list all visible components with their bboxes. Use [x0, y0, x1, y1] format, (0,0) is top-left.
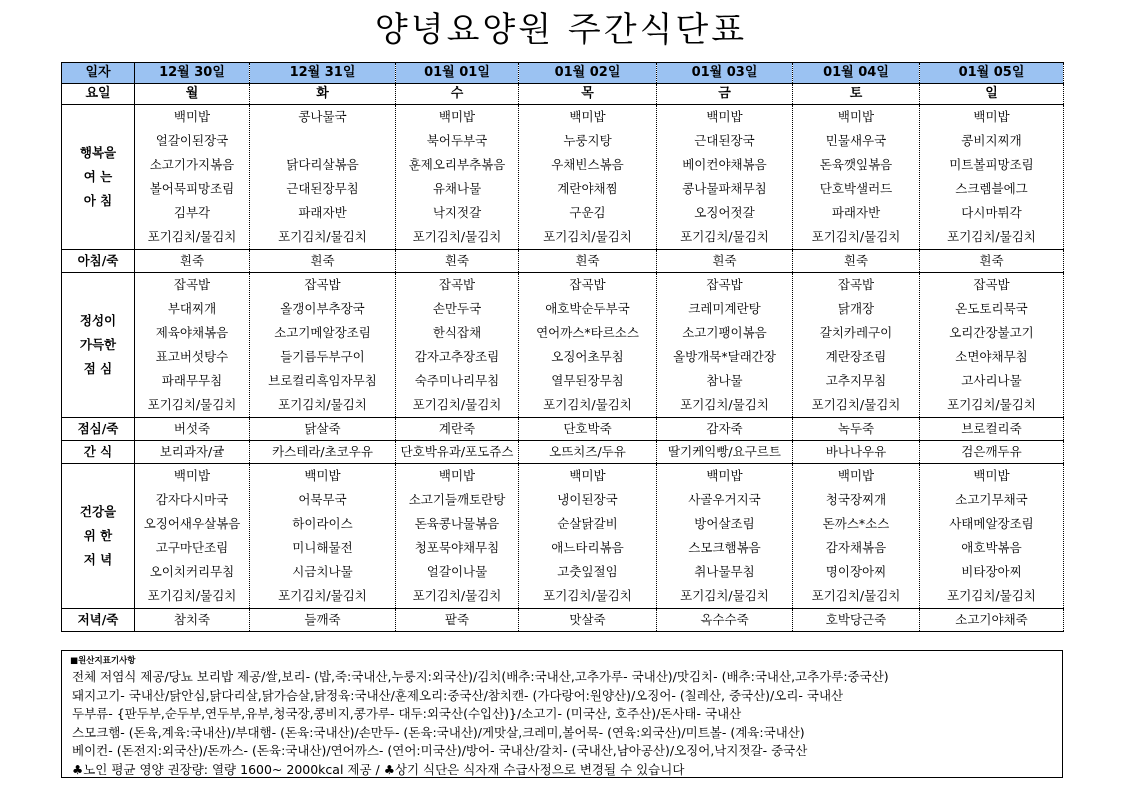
- menu-item: 시금치나물: [292, 564, 353, 579]
- menu-item: 고사리나물: [961, 373, 1022, 388]
- menu-item: 한식잡채: [432, 325, 482, 340]
- lunch-porridge-cell: 녹두죽: [793, 418, 920, 441]
- origin-notice-box: [61, 650, 1063, 778]
- lunch-porridge-cell: 브로컬리죽: [920, 418, 1064, 441]
- menu-item: 미니해물전: [292, 540, 353, 555]
- menu-item: 잡곡밥: [973, 277, 1010, 292]
- menu-item: 훈제오리부추볶음: [408, 157, 506, 172]
- menu-item: 참나물: [706, 373, 743, 388]
- dinner-porridge-cell: 팥죽: [396, 609, 519, 632]
- origin-line-6: ♣노인 평균 영양 권장량: 열량 1600~ 2000kcal 제공 / ♣상기 식단은 식자재 수급사정으로 변경될 수 있습니다: [72, 761, 685, 777]
- menu-item: 백미밥: [569, 109, 606, 124]
- origin-line-3: 두부류- {판두부,순두부,연두부,유부,청국장,콩비지,콩가루- 대두:외국산(수입산)}/소고기- (미국산, 호주산)/돈사태- 국내산: [72, 706, 742, 721]
- menu-item: 포기김치/물김치: [278, 229, 367, 244]
- dinner-porridge-row: [62, 609, 1064, 632]
- menu-item: 열무된장무침: [551, 373, 624, 388]
- menu-item: 파래자반: [831, 205, 881, 220]
- date-cell: 01월 01일: [396, 63, 519, 84]
- breakfast-porridge-cell: 흰죽: [250, 250, 396, 273]
- menu-item: 제육야채볶음: [155, 325, 229, 340]
- menu-item: 잡곡밥: [706, 277, 743, 292]
- breakfast-porridge-row: [62, 250, 1064, 273]
- menu-item: 포기김치/물김치: [278, 588, 367, 603]
- menu-item: 근대된장국: [694, 133, 755, 148]
- menu-item: 올방개묵*달래간장: [673, 349, 776, 364]
- menu-item: 근대된장무침: [286, 181, 359, 196]
- date-cell: 12월 30일: [135, 63, 250, 84]
- lunch-porridge-row: [62, 418, 1064, 441]
- menu-item: 돈까스*소스: [822, 516, 890, 531]
- day-of-week-header-row: [62, 84, 1064, 105]
- menu-item: 고구마단조림: [155, 540, 229, 555]
- origin-line-2: 돼지고기- 국내산/닭안심,닭다리살,닭가슴살,닭정육:국내산/훈제오리:중국산/참치캔- (가다랑어:원양산)/오징어- (칠레산, 중국산)/오리- 국내산: [72, 687, 844, 703]
- lunch-day-cell: [793, 273, 920, 418]
- menu-item: 돈육콩나물볶음: [414, 516, 500, 531]
- breakfast-label: [62, 105, 135, 250]
- menu-item: 스크렘블에그: [955, 181, 1028, 196]
- menu-item: 오징어초무침: [551, 349, 624, 364]
- menu-item: 백미밥: [173, 468, 211, 483]
- day-of-week-cell: 토: [793, 84, 920, 105]
- menu-item: 포기김치/물김치: [680, 588, 769, 603]
- breakfast-row: [62, 105, 1064, 250]
- lunch-porridge-cell: 닭살죽: [250, 418, 396, 441]
- dinner-day-cell: [920, 464, 1064, 609]
- menu-item: 애느타리볶음: [551, 540, 624, 555]
- snack-label: 간 식: [62, 441, 135, 464]
- menu-item: 낙지젓갈: [432, 205, 482, 220]
- menu-item: 포기김치/물김치: [947, 229, 1036, 244]
- menu-item: 오징어젓갈: [694, 205, 755, 220]
- snack-cell: 카스테라/초코우유: [250, 441, 396, 464]
- menu-item: 표고버섯탕수: [155, 349, 229, 364]
- menu-item: 파래무무침: [161, 373, 223, 388]
- dinner-porridge-cell: 들깨죽: [250, 609, 396, 632]
- breakfast-porridge-cell: 흰죽: [135, 250, 250, 273]
- menu-item: 소고기무채국: [955, 492, 1028, 507]
- breakfast-porridge-cell: 흰죽: [920, 250, 1064, 273]
- dinner-day-cell: [793, 464, 920, 609]
- origin-heading: ■원산지표기사항: [70, 656, 136, 666]
- menu-item: 올갱이부추장국: [280, 301, 365, 316]
- dinner-label-line: 위 한: [83, 528, 113, 543]
- menu-item: 누룽지탕: [563, 133, 612, 148]
- lunch-day-cell: [396, 273, 519, 418]
- breakfast-day-cell: [920, 105, 1064, 250]
- breakfast-porridge-cell: 흰죽: [793, 250, 920, 273]
- menu-item: 포기김치/물김치: [947, 588, 1036, 603]
- menu-item: 어묵무국: [298, 492, 347, 507]
- menu-item: 애호박순두부국: [545, 301, 630, 316]
- weekly-menu-table: [61, 62, 1064, 632]
- origin-line-1: 전체 저염식 제공/당뇨 보리밥 제공/쌀,보리- (밥,죽:국내산,누룽지:외국산)/김치(배추:국내산,고추가루- 국내산)/맛김치- (배추:국내산,고추가루:중국산): [72, 669, 889, 684]
- date-header-row: [62, 63, 1064, 84]
- lunch-label-line: 정성이: [79, 313, 117, 328]
- menu-item: 잡곡밥: [173, 277, 211, 292]
- origin-line-4: 스모크햄- (돈육,계육:국내산)/부대햄- (돈육:국내산)/손만두- (돈육:국내산)/게맛살,크레미,볼어묵- (연육:외국산)/미트볼- (계육:국내산): [72, 724, 805, 740]
- lunch-day-cell: [920, 273, 1064, 418]
- menu-item: 포기김치/물김치: [811, 229, 901, 244]
- menu-item: 소고기들깨토란탕: [408, 492, 506, 507]
- date-cell: 01월 03일: [657, 63, 793, 84]
- lunch-porridge-cell: 감자죽: [657, 418, 793, 441]
- menu-item: 포기김치/물김치: [680, 397, 769, 412]
- day-of-week-cell: 금: [657, 84, 793, 105]
- menu-item: 백미밥: [706, 468, 743, 483]
- menu-item: 백미밥: [706, 109, 743, 124]
- dinner-label-line: 건강을: [79, 504, 117, 519]
- dinner-porridge-cell: 맛살죽: [519, 609, 657, 632]
- dinner-porridge-cell: 옥수수죽: [657, 609, 793, 632]
- date-cell: 01월 05일: [920, 63, 1064, 84]
- menu-item: 포기김치/물김치: [147, 397, 237, 412]
- day-of-week-cell: 수: [396, 84, 519, 105]
- menu-item: 잡곡밥: [837, 277, 875, 292]
- menu-item: 청국장찌개: [825, 492, 887, 507]
- breakfast-day-cell: [396, 105, 519, 250]
- menu-item: 감자채볶음: [825, 540, 887, 555]
- menu-item: 취나물무침: [694, 564, 755, 579]
- snack-cell: 오뜨치즈/두유: [519, 441, 657, 464]
- snack-cell: 보리과자/귤: [135, 441, 250, 464]
- menu-item: 잡곡밥: [438, 277, 476, 292]
- lunch-porridge-cell: 버섯죽: [135, 418, 250, 441]
- menu-item: [250, 129, 395, 153]
- menu-item: 소고기가지볶음: [149, 157, 235, 172]
- origin-line-5: 베이컨- (돈전지:외국산)/돈까스- (돈육:국내산)/연어까스- (연어:미국산)/방어- 국내산/갈치- (국내산,남아공산)/오징어,낙지젓갈- 중국산: [72, 743, 808, 758]
- menu-item: 포기김치/물김치: [543, 229, 632, 244]
- dinner-label-line: 저 녁: [83, 552, 113, 567]
- menu-item: 포기김치/물김치: [543, 397, 632, 412]
- menu-item: 하이라이스: [292, 516, 353, 531]
- date-cell: 12월 31일: [250, 63, 396, 84]
- menu-item: 애호박볶음: [961, 540, 1022, 555]
- menu-item: 계란야채찜: [557, 181, 618, 196]
- page-title: 양녕요양원 주간식단표: [374, 10, 748, 50]
- menu-item: 브로컬리흑임자무침: [268, 373, 377, 388]
- lunch-day-cell: [519, 273, 657, 418]
- menu-item: 스모크햄볶음: [688, 540, 761, 555]
- day-of-week-cell: 화: [250, 84, 396, 105]
- dinner-label: [62, 464, 135, 609]
- menu-item: 백미밥: [438, 468, 476, 483]
- menu-item: 비타장아찌: [961, 564, 1022, 579]
- menu-item: 구운김: [569, 205, 606, 220]
- snack-row: [62, 441, 1064, 464]
- dinner-day-cell: [657, 464, 793, 609]
- menu-item: 북어두부국: [426, 133, 488, 148]
- menu-item: 백미밥: [438, 109, 476, 124]
- lunch-day-cell: [250, 273, 396, 418]
- menu-item: 고춧잎절임: [557, 564, 618, 579]
- breakfast-porridge-label: 아침/죽: [62, 250, 135, 273]
- snack-cell: 바나나우유: [793, 441, 920, 464]
- menu-item: 소면야채무침: [955, 349, 1028, 364]
- menu-item: 포기김치/물김치: [811, 588, 901, 603]
- menu-item: 포기김치/물김치: [680, 229, 769, 244]
- breakfast-porridge-cell: 흰죽: [396, 250, 519, 273]
- day-of-week-cell: 일: [920, 84, 1064, 105]
- lunch-porridge-cell: 계란죽: [396, 418, 519, 441]
- breakfast-label-line: 아 침: [83, 193, 113, 208]
- menu-item: 김부각: [173, 205, 211, 220]
- dinner-porridge-label: 저녁/죽: [62, 609, 135, 632]
- date-cell: 01월 02일: [519, 63, 657, 84]
- menu-item: 명이장아찌: [825, 564, 887, 579]
- lunch-label-line: 가득한: [79, 337, 117, 352]
- day-of-week-cell: 목: [519, 84, 657, 105]
- menu-item: 잡곡밥: [569, 277, 606, 292]
- menu-item: 소고기팽이볶음: [682, 325, 767, 340]
- breakfast-day-cell: [250, 105, 396, 250]
- menu-item: 미트볼피망조림: [949, 157, 1034, 172]
- menu-item: 포기김치/물김치: [412, 397, 502, 412]
- menu-item: 오징어새우살볶음: [143, 516, 241, 531]
- menu-item: 포기김치/물김치: [278, 397, 367, 412]
- menu-item: 숙주미나리무침: [414, 373, 500, 388]
- menu-item: 유채나물: [432, 181, 482, 196]
- menu-item: 백미밥: [304, 468, 341, 483]
- breakfast-label-line: 행복을: [79, 145, 117, 160]
- dinner-porridge-cell: 소고기야채죽: [920, 609, 1064, 632]
- menu-item: 백미밥: [173, 109, 211, 124]
- menu-item: 포기김치/물김치: [412, 588, 502, 603]
- menu-item: 방어살조림: [694, 516, 755, 531]
- menu-item: 포기김치/물김치: [147, 588, 237, 603]
- menu-item: 닭다리살볶음: [286, 157, 359, 172]
- menu-item: 오이치커리무침: [149, 564, 235, 579]
- menu-item: 오리간장불고기: [949, 325, 1034, 340]
- menu-item: 백미밥: [973, 109, 1010, 124]
- menu-item: 크레미계란탕: [688, 301, 761, 316]
- dinner-row: [62, 464, 1064, 609]
- breakfast-label-line: 여 는: [83, 169, 113, 184]
- breakfast-porridge-cell: 흰죽: [657, 250, 793, 273]
- lunch-day-cell: [657, 273, 793, 418]
- breakfast-day-cell: [793, 105, 920, 250]
- lunch-row: [62, 273, 1064, 418]
- menu-item: 사골우거지국: [688, 492, 761, 507]
- menu-item: 포기김치/물김치: [147, 229, 237, 244]
- menu-item: 포기김치/물김치: [811, 397, 901, 412]
- menu-item: 연어까스*타르소스: [536, 325, 639, 340]
- menu-item: 백미밥: [973, 468, 1010, 483]
- lunch-porridge-label: 점심/죽: [62, 418, 135, 441]
- menu-item: 콩비지찌개: [961, 133, 1022, 148]
- dinner-day-cell: [135, 464, 250, 609]
- menu-item: 돈육깻잎볶음: [819, 157, 893, 172]
- dinner-day-cell: [250, 464, 396, 609]
- menu-item: 백미밥: [569, 468, 606, 483]
- breakfast-day-cell: [135, 105, 250, 250]
- menu-item: 민물새우국: [825, 133, 887, 148]
- menu-item: 사태메알장조림: [949, 516, 1034, 531]
- menu-item: 온도토리묵국: [955, 301, 1028, 316]
- menu-item: 포기김치/물김치: [947, 397, 1036, 412]
- menu-item: 닭개장: [837, 301, 875, 316]
- lunch-porridge-cell: 단호박죽: [519, 418, 657, 441]
- menu-item: 계란장조림: [825, 349, 887, 364]
- snack-cell: 검은깨두유: [920, 441, 1064, 464]
- menu-item: 포기김치/물김치: [412, 229, 502, 244]
- menu-item: 볼어묵피망조림: [149, 181, 235, 196]
- menu-item: 포기김치/물김치: [543, 588, 632, 603]
- menu-item: 백미밥: [837, 109, 875, 124]
- menu-item: 얼갈이된장국: [155, 133, 229, 148]
- date-cell: 01월 04일: [793, 63, 920, 84]
- menu-item: 냉이된장국: [557, 492, 618, 507]
- menu-item: 단호박샐러드: [819, 181, 893, 196]
- menu-item: 잡곡밥: [304, 277, 341, 292]
- menu-item: 손만두국: [432, 301, 482, 316]
- breakfast-porridge-cell: 흰죽: [519, 250, 657, 273]
- menu-item: 파래자반: [298, 205, 347, 220]
- dinner-porridge-cell: 호박당근죽: [793, 609, 920, 632]
- snack-cell: 단호박유과/포도쥬스: [396, 441, 519, 464]
- dinner-day-cell: [519, 464, 657, 609]
- breakfast-day-cell: [657, 105, 793, 250]
- breakfast-day-cell: [519, 105, 657, 250]
- menu-item: 백미밥: [837, 468, 875, 483]
- menu-item: 청포묵야채무침: [414, 540, 500, 555]
- menu-item: 갈치카레구이: [819, 325, 893, 340]
- menu-item: 들기름두부구이: [280, 349, 365, 364]
- menu-item: 감자고추장조림: [414, 349, 500, 364]
- lunch-label-line: 점 심: [83, 361, 113, 376]
- menu-item: 순살닭갈비: [557, 516, 618, 531]
- menu-item: 베이컨야채볶음: [682, 157, 767, 172]
- lunch-label: [62, 273, 135, 418]
- snack-cell: 딸기케익빵/요구르트: [657, 441, 793, 464]
- day-of-week-label: 요일: [62, 84, 135, 105]
- menu-item: 부대찌개: [167, 301, 217, 316]
- menu-item: 감자다시마국: [155, 492, 229, 507]
- dinner-porridge-cell: 참치죽: [135, 609, 250, 632]
- menu-item: 우채빈스볶음: [551, 157, 624, 172]
- menu-item: 얼갈이나물: [426, 564, 488, 579]
- menu-item: 콩나물파채무침: [682, 181, 767, 196]
- lunch-day-cell: [135, 273, 250, 418]
- menu-item: 고추지무침: [825, 373, 887, 388]
- menu-item: 콩나물국: [298, 109, 347, 124]
- menu-item: 다시마튀각: [961, 205, 1022, 220]
- date-label: 일자: [62, 63, 135, 84]
- dinner-day-cell: [396, 464, 519, 609]
- menu-item: 소고기메알장조림: [274, 325, 371, 340]
- day-of-week-cell: 월: [135, 84, 250, 105]
